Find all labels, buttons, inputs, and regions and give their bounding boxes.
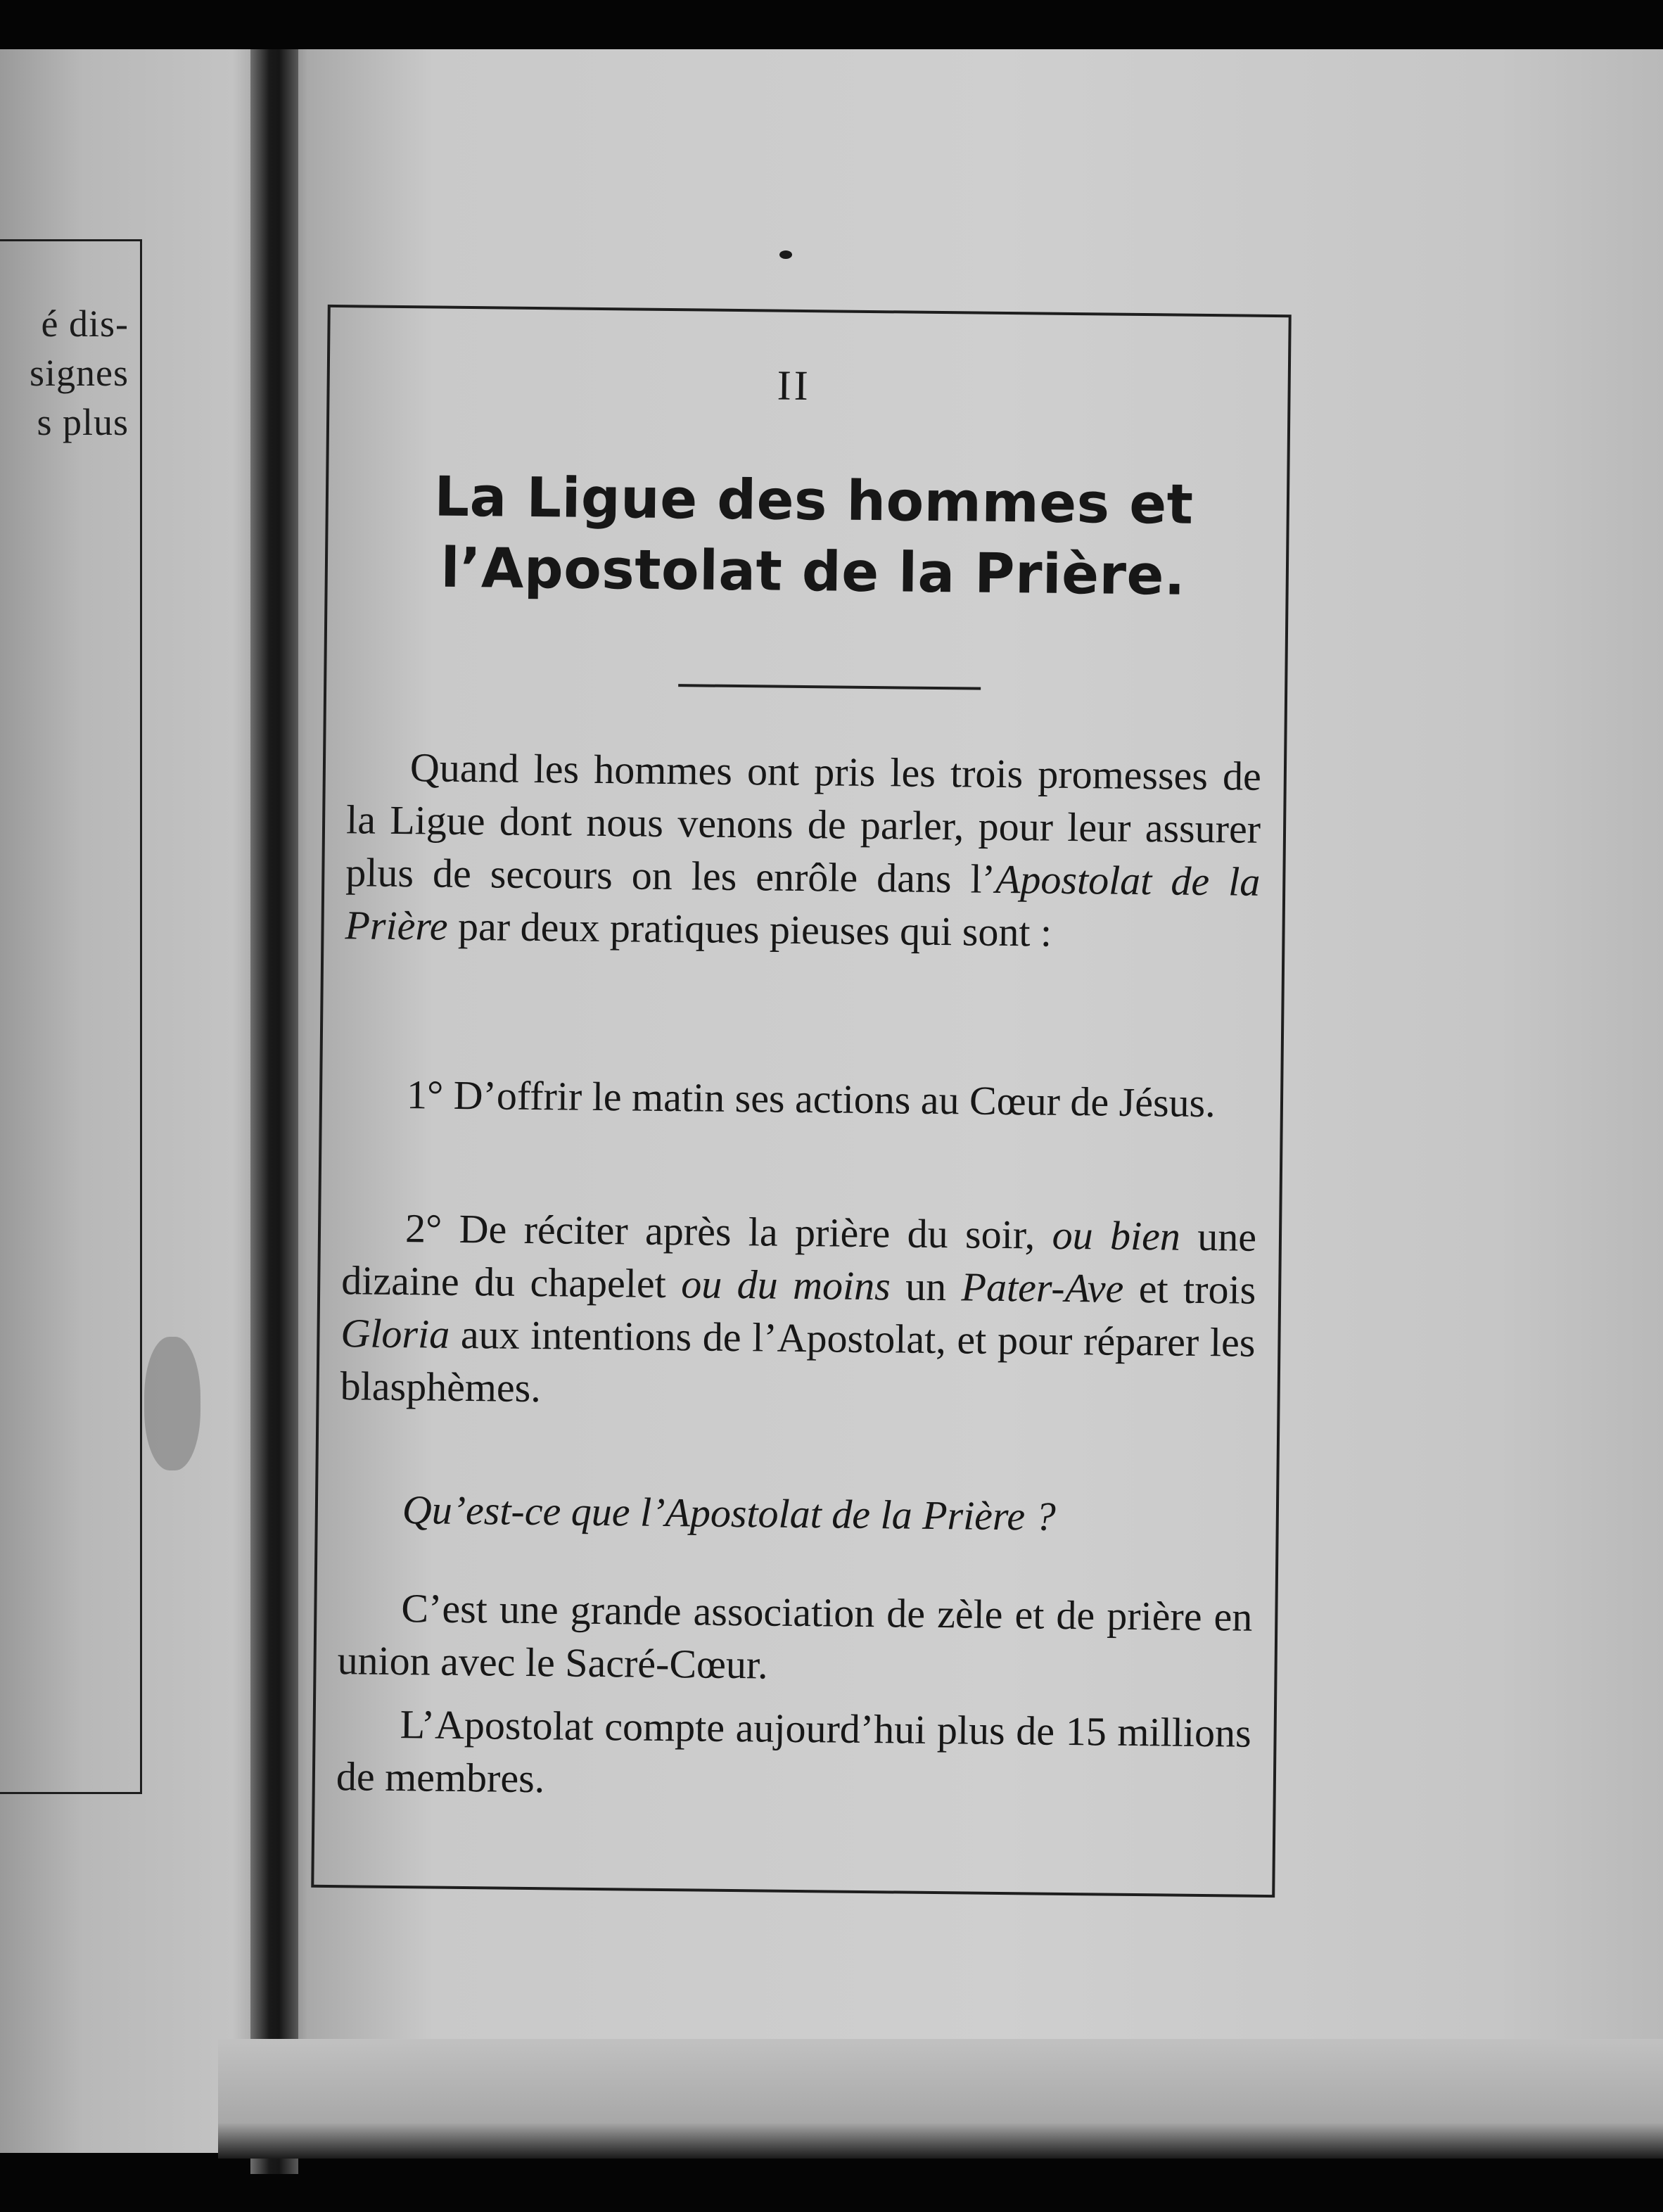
paragraph-second-practice	[340, 1201, 1256, 1422]
paragraph-text: une dizaine du chapelet	[340, 1213, 1257, 1307]
book-gutter	[250, 49, 298, 2174]
italic-text: Pater-Ave	[961, 1264, 1124, 1311]
answer-text: L’Apostolat compte aujourd’hui plus de 15 millions de membres.	[336, 1701, 1251, 1802]
answer-members	[336, 1697, 1251, 1812]
paragraph-text: Quand les hommes ont pris les trois promesses de la Ligue dont nous venons de parler, pour leur assurer plus de secours on les enrôle dans l’	[345, 744, 1262, 902]
paragraph-text: 2° De réciter après la prière du soir,	[404, 1205, 1052, 1258]
paragraph-text: et trois	[1123, 1265, 1256, 1313]
answer-association	[337, 1581, 1252, 1696]
italic-text: ou bien	[1052, 1212, 1181, 1259]
left-page-fragment: é dis-	[41, 303, 129, 345]
paragraph-text: par deux pratiques pieuses qui sont :	[447, 903, 1052, 955]
italic-text: ou du moins	[680, 1261, 891, 1309]
section-numeral: II	[777, 362, 811, 409]
left-page-fragment: s plus	[37, 401, 129, 443]
paragraph-first-practice	[343, 1067, 1259, 1130]
section-title: La Ligue des hommes et l’Apostolat de la Prière.	[433, 465, 1194, 609]
paragraph-text: un	[890, 1263, 962, 1310]
page-stain	[144, 1337, 200, 1470]
paragraph-text: 1° D’offrir le matin ses actions au Cœur de Jésus.	[406, 1072, 1216, 1126]
question-text: Qu’est-ce que l’Apostolat de la Prière ?	[402, 1487, 1057, 1539]
question-heading	[339, 1482, 1254, 1545]
article-frame	[311, 305, 1291, 1898]
italic-text: Apostolat de la Prière	[345, 856, 1261, 949]
paragraph-text: aux intentions de l’Apostolat, et pour réparer les blasphèmes.	[340, 1311, 1256, 1411]
page-bottom-edge	[218, 2039, 1663, 2159]
paragraph-enrolment	[345, 740, 1261, 961]
ink-speck	[779, 250, 792, 259]
left-page-frame	[0, 239, 142, 1794]
italic-text: Gloria	[340, 1310, 450, 1357]
left-page-fragment: signes	[30, 352, 129, 394]
title-rule	[678, 684, 981, 690]
answer-text: C’est une grande association de zèle et de prière en union avec le Sacré-Cœur.	[337, 1585, 1253, 1688]
